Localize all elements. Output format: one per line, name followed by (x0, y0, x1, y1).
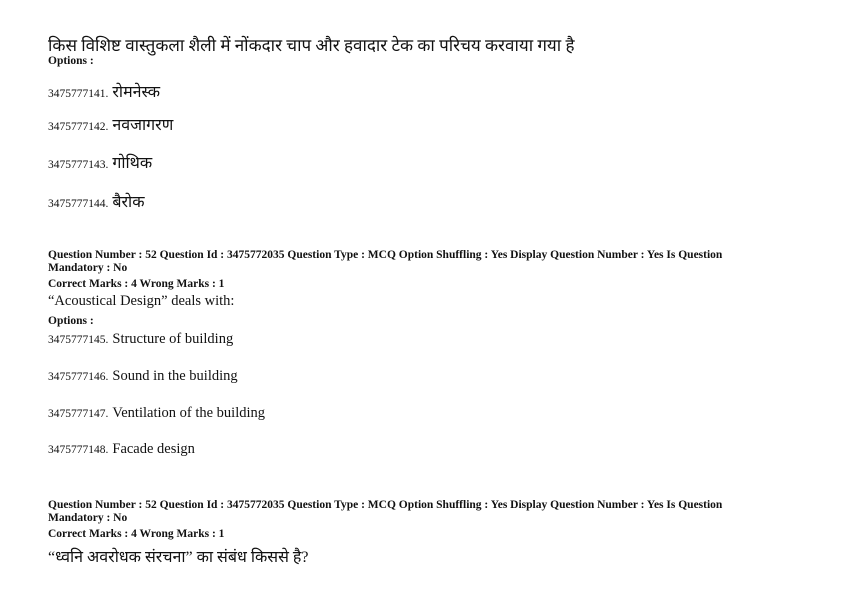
option-text: रोमनेस्क (112, 84, 161, 101)
option-text: Ventilation of the building (112, 405, 266, 421)
option-id: 3475777147. (48, 408, 109, 420)
option-id: 3475777142. (48, 121, 109, 133)
option-text: Facade design (112, 441, 195, 457)
option-text: Sound in the building (112, 368, 238, 384)
option-id: 3475777148. (48, 444, 109, 456)
option-text: बैरोक (112, 194, 145, 211)
option-item (48, 151, 152, 173)
option-item (48, 404, 265, 422)
option-item (48, 190, 145, 212)
option-text: Structure of building (112, 331, 234, 347)
marks-info: Correct Marks : 4 Wrong Marks : 1 (48, 528, 225, 540)
option-id: 3475777141. (48, 88, 109, 100)
question-text: “Acoustical Design” deals with: (48, 293, 235, 309)
option-text: नवजागरण (112, 117, 174, 134)
options-label: Options : (48, 315, 94, 327)
option-id: 3475777144. (48, 198, 109, 210)
question-meta: Question Number : 52 Question Id : 3475772035 Question Type : MCQ Option Shuffling : Yes Display Question Number : Yes Is Question Mandatory : No (48, 249, 723, 274)
option-item (48, 440, 195, 458)
option-id: 3475777143. (48, 159, 109, 171)
option-item (48, 367, 238, 385)
option-item (48, 330, 233, 348)
option-id: 3475777145. (48, 334, 109, 346)
option-text: गोथिक (112, 155, 153, 172)
question-meta: Question Number : 52 Question Id : 3475772035 Question Type : MCQ Option Shuffling : Yes Display Question Number : Yes Is Question Mandatory : No (48, 499, 723, 524)
option-id: 3475777146. (48, 371, 109, 383)
question-text: किस विशिष्ट वास्तुकला शैली में नोंकदार चाप और हवादार टेक का परिचय करवाया गया है (48, 36, 575, 55)
options-label: Options : (48, 55, 94, 67)
question-text: “ध्वनि अवरोधक संरचना” का संबंध किससे है? (48, 549, 309, 566)
marks-info: Correct Marks : 4 Wrong Marks : 1 (48, 278, 225, 290)
option-item (48, 80, 160, 102)
option-item (48, 113, 173, 135)
